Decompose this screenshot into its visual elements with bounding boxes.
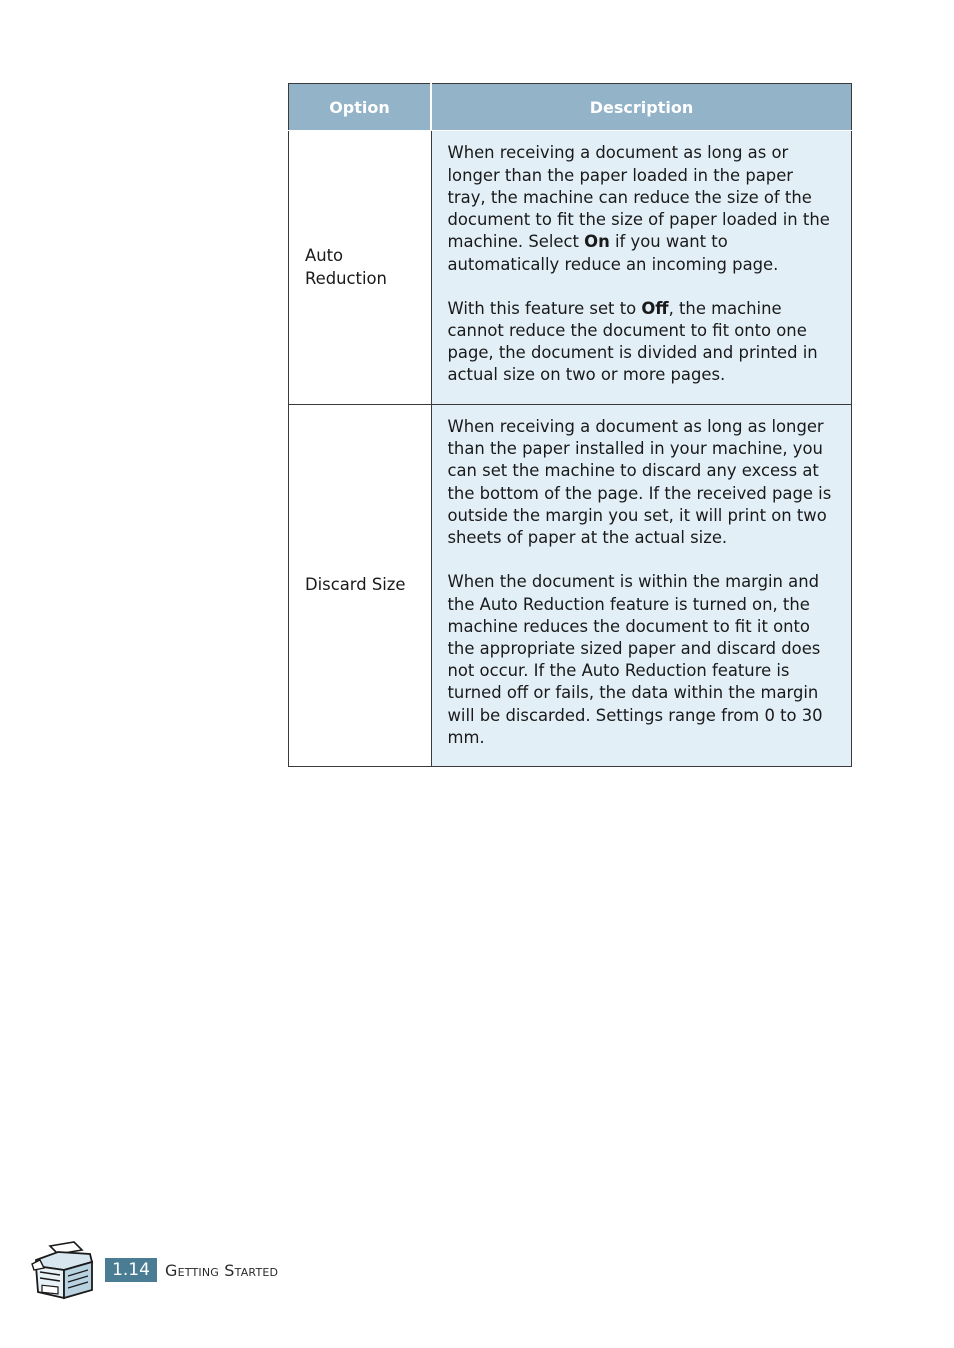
description-text: When receiving a document as long as or longer than the paper loaded in the paper tray, the machine can reduce the size of the document to fit the size of paper loaded in the machine. Select (447, 143, 830, 252)
table-row (289, 131, 852, 405)
page-number-badge: 1.14 (105, 1258, 157, 1282)
printer-icon (30, 1240, 96, 1304)
option-description (431, 405, 852, 767)
description-text: , the machine cannot reduce the document to fit onto one page, the document is divided and printed in actual size on two or more pages. (447, 298, 818, 385)
option-name-auto-reduction: Auto Reduction (289, 131, 432, 405)
description-text: With this feature set to (447, 298, 642, 318)
page-footer (30, 1240, 430, 1306)
option-column-header: Option (289, 84, 432, 131)
emphasized-term: On (584, 232, 610, 252)
chapter-title: Getting Started (165, 1261, 279, 1280)
description-text: if you want to automatically reduce an incoming page. (447, 232, 779, 274)
option-name-discard-size: Discard Size (289, 405, 432, 767)
description-text: When the document is within the margin and the Auto Reduction feature is turned on, the machine reduces the document to fit it onto the appropriate sized paper and discard does not occur. If the Auto Reduction feature is turned off or fails, the data within the margin will be discarded. Settings range from 0 to 30 mm. (447, 572, 823, 747)
table-row (289, 405, 852, 767)
description-column-header: Description (431, 84, 852, 131)
description-paragraph (448, 571, 834, 749)
description-text: When receiving a document as long as longer than the paper installed in your machine, you can set the machine to discard any excess at the bottom of the page. If the received page is outside the margin you set, it will print on two sheets of paper at the actual size. (447, 417, 832, 548)
description-paragraph (448, 298, 834, 387)
description-paragraph (448, 416, 834, 549)
option-description (431, 131, 852, 405)
options-table (288, 83, 852, 767)
emphasized-term: Off (641, 298, 669, 318)
table-header-row (289, 84, 852, 131)
description-paragraph (448, 142, 834, 275)
